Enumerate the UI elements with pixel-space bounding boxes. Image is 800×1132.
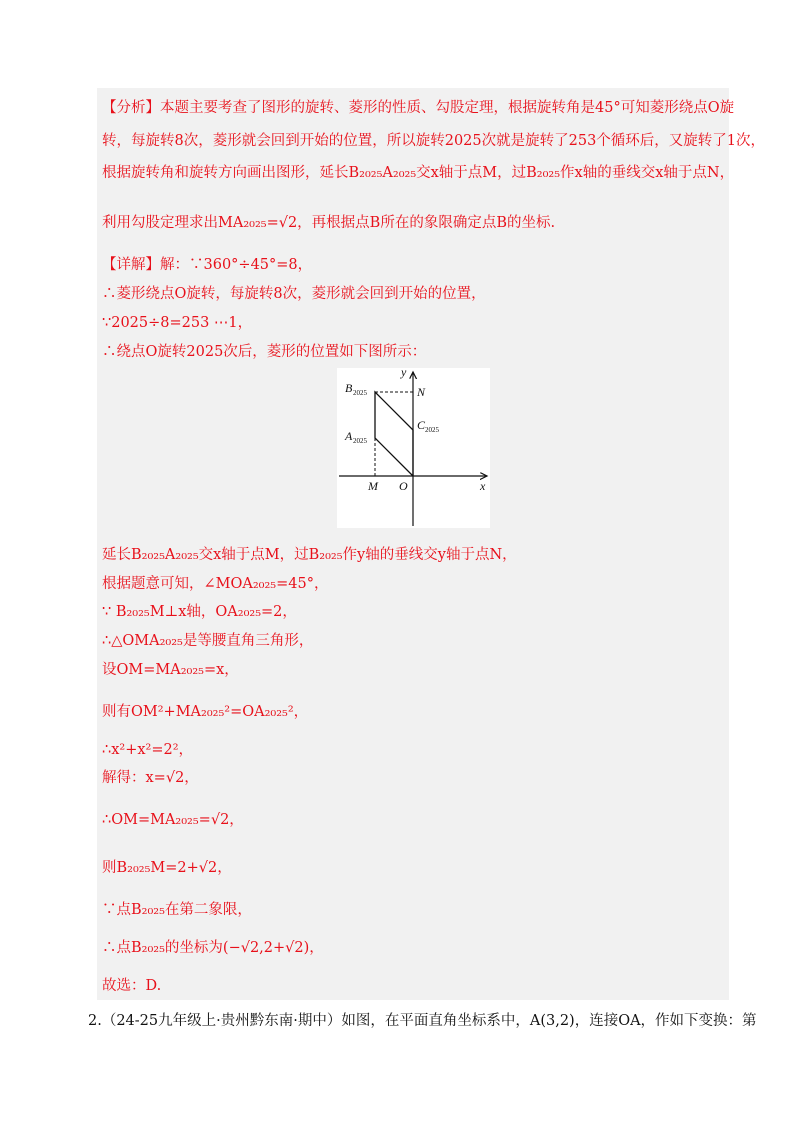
label-a-sub: 2025 bbox=[353, 437, 367, 445]
solution-line-14: 则B₂₀₂₅M=2+√2， bbox=[102, 860, 232, 876]
label-c-sub: 2025 bbox=[425, 426, 439, 434]
label-b-sub: 2025 bbox=[353, 389, 367, 397]
solution-line-9: 设OM=MA₂₀₂₅=x， bbox=[102, 662, 239, 678]
solution-line-2: ∴菱形绕点O旋转，每旋转8次，菱形就会回到开始的位置， bbox=[102, 286, 486, 302]
analysis-line-3: 根据旋转角和旋转方向画出图形，延长B₂₀₂₅A₂₀₂₅交x轴于点M，过B₂₀₂₅作x轴的垂线交x轴于点N， bbox=[102, 165, 735, 181]
solution-line-8: ∴△OMA₂₀₂₅是等腰直角三角形， bbox=[102, 633, 314, 649]
next-question: 2.（24-25九年级上·贵州黔东南·期中）如图，在平面直角坐标系中，A(3,2)，连接OA，作如下变换：第 bbox=[88, 1013, 757, 1029]
solution-text-1: 解：∵360°÷45°=8， bbox=[160, 257, 313, 273]
analysis-line-1 bbox=[102, 98, 734, 118]
label-c: C bbox=[417, 418, 426, 432]
solution-line-10: 则有OM²+MA₂₀₂₅²=OA₂₀₂₅²， bbox=[102, 704, 309, 720]
analysis-line-2: 转，每旋转8次，菱形就会回到开始的位置，所以旋转2025次就是旋转了253个循环后，又旋转了1次， bbox=[102, 133, 766, 149]
analysis-text-1: 本题主要考查了图形的旋转、菱形的性质、勾股定理，根据旋转角是45°可知菱形绕点O旋 bbox=[160, 100, 735, 116]
solution-line-15: ∵点B₂₀₂₅在第二象限， bbox=[102, 902, 252, 918]
solution-line-7: ∵ B₂₀₂₅M⊥x轴，OA₂₀₂₅=2， bbox=[102, 604, 297, 620]
solution-line-17: 故选：D. bbox=[102, 978, 162, 994]
solution-line-5: 延长B₂₀₂₅A₂₀₂₅交x轴于点M，过B₂₀₂₅作y轴的垂线交y轴于点N， bbox=[102, 547, 517, 563]
solution-line-11: ∴x²+x²=2²， bbox=[102, 742, 194, 758]
analysis-tag: 【分析】 bbox=[102, 100, 160, 116]
rhombus-shape bbox=[375, 392, 413, 476]
label-o: O bbox=[399, 479, 408, 493]
label-m: M bbox=[368, 479, 378, 493]
solution-line-13: ∴OM=MA₂₀₂₅=√2， bbox=[102, 812, 244, 828]
solution-line-16: ∴点B₂₀₂₅的坐标为(−√2,2+√2)， bbox=[102, 940, 324, 956]
label-b: B bbox=[345, 381, 353, 395]
label-y: y bbox=[401, 368, 407, 379]
solution-line-12: 解得：x=√2， bbox=[102, 770, 199, 786]
label-n: N bbox=[417, 385, 426, 399]
label-a: A bbox=[345, 429, 353, 443]
solution-line-3: ∵2025÷8=253 ⋯1， bbox=[102, 315, 253, 331]
solution-line-1 bbox=[102, 255, 312, 275]
solution-line-6: 根据题意可知，∠MOA₂₀₂₅=45°， bbox=[102, 576, 329, 592]
solution-tag: 【详解】 bbox=[102, 257, 160, 273]
rhombus-diagram bbox=[337, 368, 490, 528]
label-x: x bbox=[480, 479, 486, 493]
solution-line-4: ∴绕点O旋转2025次后，菱形的位置如下图所示： bbox=[102, 344, 427, 360]
rhombus-figure bbox=[337, 368, 490, 528]
analysis-line-4: 利用勾股定理求出MA₂₀₂₅=√2，再根据点B所在的象限确定点B的坐标. bbox=[102, 215, 556, 231]
